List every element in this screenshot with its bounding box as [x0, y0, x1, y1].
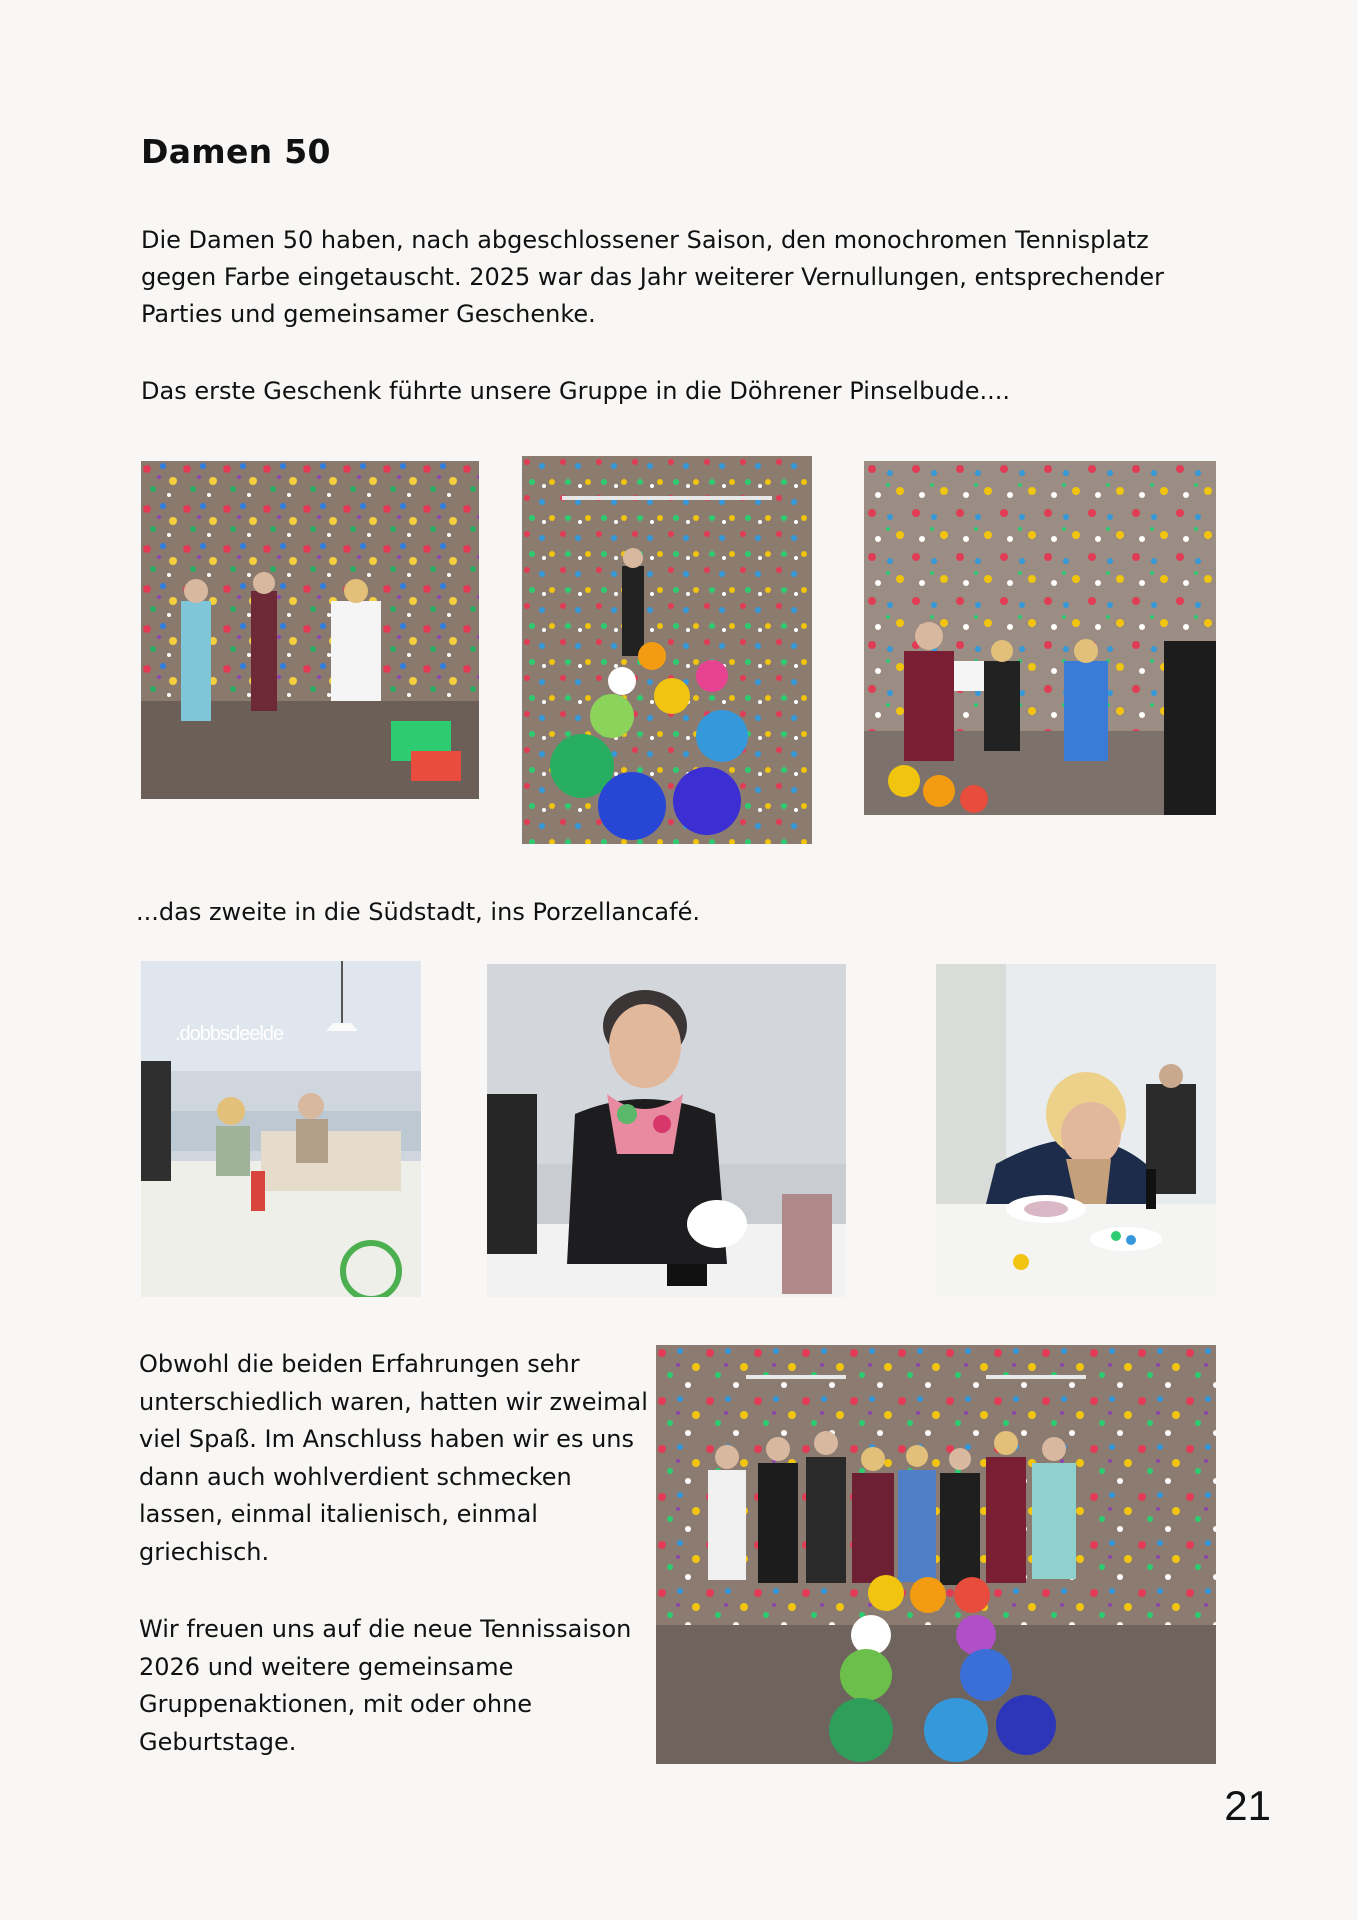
- paint-studio-photo-1: [141, 461, 479, 799]
- paint-studio-photo-2: [522, 456, 812, 844]
- group-photo: [656, 1345, 1216, 1764]
- cafe-sign: .dobbsdeelde: [175, 1023, 284, 1045]
- intro-paragraph: Die Damen 50 haben, nach abgeschlossener Saison, den monochromen Tennisplatz gegen Farbe eingetauscht. 2025 war das Jahr weiterer Vernullungen, entsprechender Parties und gemeinsamer Geschenke.: [141, 226, 1165, 328]
- first-gift-paragraph: Das erste Geschenk führte unsere Gruppe in die Döhrener Pinselbude....: [141, 377, 1011, 405]
- page-number: 21: [1224, 1782, 1271, 1829]
- outlook-paragraph: Wir freuen uns auf die neue Tennissaison 2026 und weitere gemeinsame Gruppenaktionen, mit oder ohne Geburtstage.: [139, 1615, 632, 1756]
- paint-studio-photo-3: [864, 461, 1216, 815]
- second-gift-paragraph: ...das zweite in die Südstadt, ins Porzellancafé.: [136, 898, 700, 926]
- porcelain-cafe-photo-1: [141, 961, 421, 1297]
- porcelain-cafe-photo-2: [487, 964, 846, 1297]
- summary-paragraph: Obwohl die beiden Erfahrungen sehr unterschiedlich waren, hatten wir zweimal viel Spaß. Im Anschluss haben wir es uns dann auch wohlverdient schmecken lassen, einmal italienisch, einmal griechisch.: [139, 1350, 648, 1566]
- page-title: Damen 50: [141, 132, 331, 171]
- porcelain-cafe-photo-3: [936, 964, 1216, 1297]
